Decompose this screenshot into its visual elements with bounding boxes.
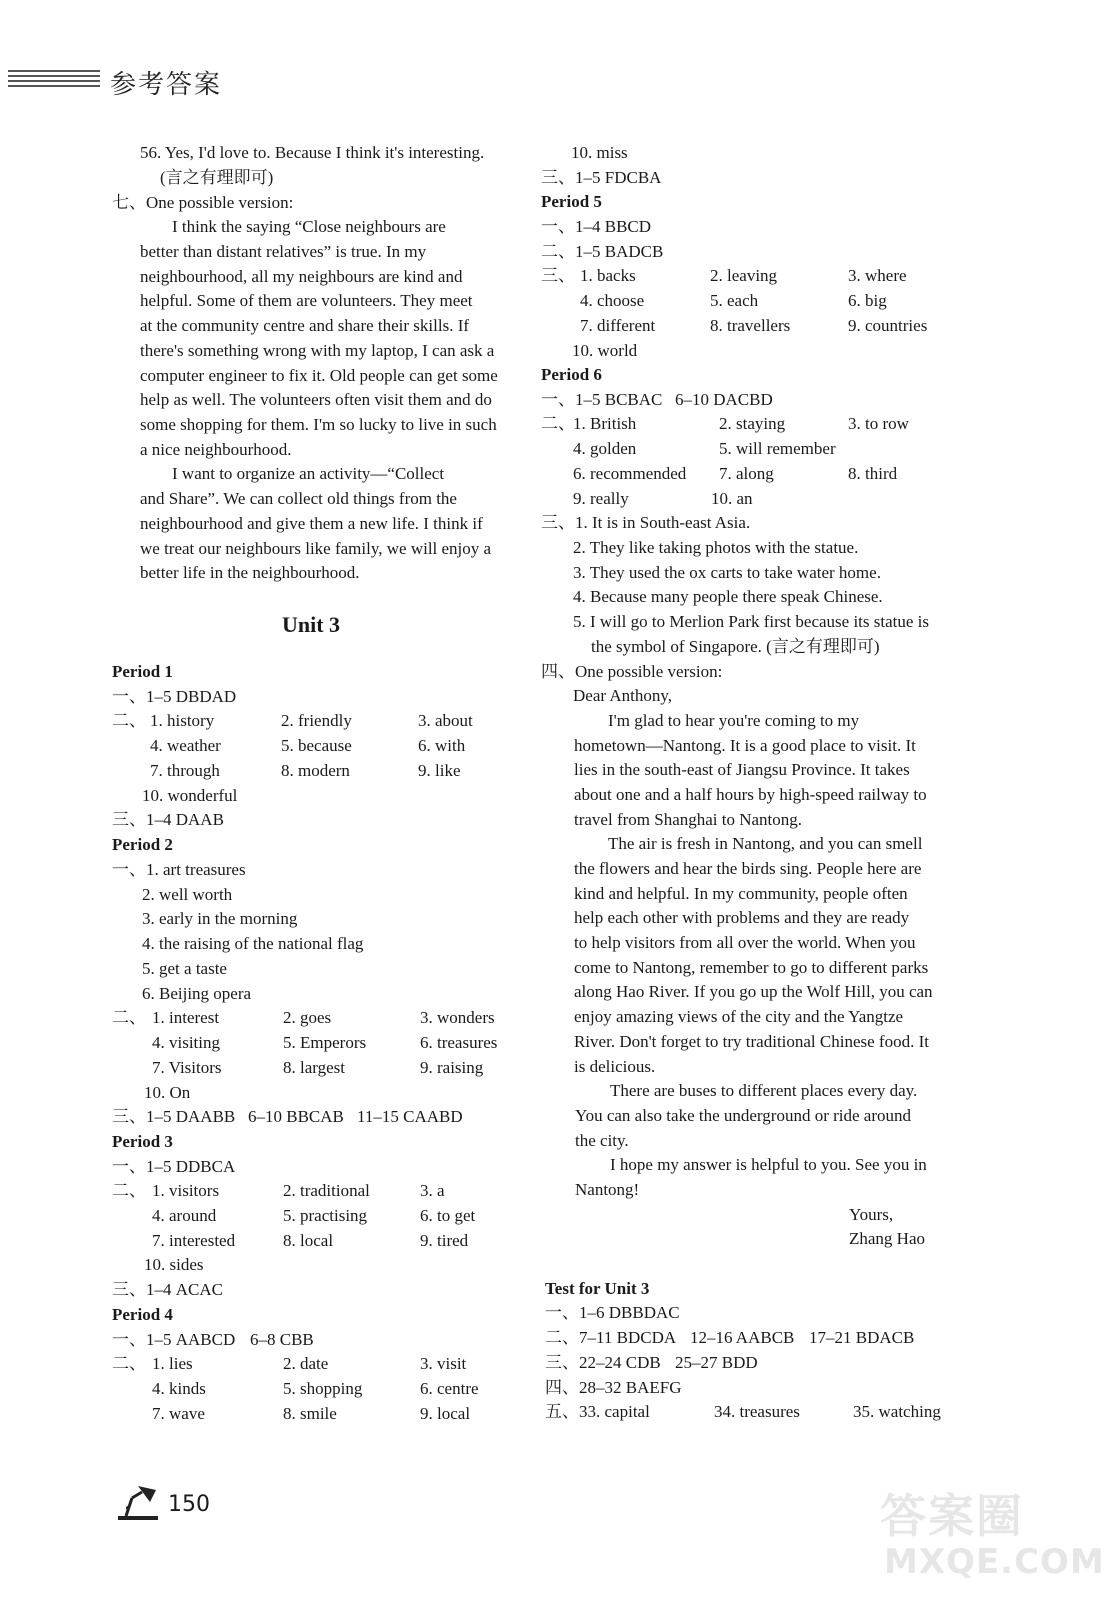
answer-item: 7. Visitors — [152, 1058, 222, 1077]
answer-item: 1. visitors — [152, 1181, 220, 1200]
text-line: a nice neighbourhood. — [140, 440, 292, 459]
text-line: I want to organize an activity—“Collect — [172, 464, 445, 483]
answer-line: 4. Because many people there speak Chinese. — [573, 587, 883, 606]
letter-line: I'm glad to hear you're coming to my — [608, 711, 860, 730]
answer-item: 8. third — [848, 464, 898, 483]
period-title: Period 6 — [541, 365, 602, 384]
page-header-title: 参考答案 — [110, 70, 223, 100]
answer-item: 9. like — [418, 761, 461, 780]
letter-line: There are buses to different places every day. — [610, 1081, 918, 1100]
answer-item: 10. an — [711, 489, 753, 508]
answer-line: 2. well worth — [142, 885, 233, 904]
answer-item: 2. friendly — [281, 711, 352, 730]
answer-item: 4. weather — [150, 736, 221, 755]
answer-item: 4. golden — [573, 439, 637, 458]
letter-line: travel from Shanghai to Nantong. — [574, 810, 803, 829]
text-line: neighbourhood, all my neighbours are kind and — [140, 267, 463, 286]
letter-signature: Zhang Hao — [849, 1229, 926, 1248]
lamp-icon — [116, 1484, 160, 1522]
page-number: 150 — [168, 1492, 210, 1517]
answer-line: 五、33. capital — [545, 1402, 650, 1421]
answer-line: 一、1–5 AABCD — [112, 1330, 236, 1349]
answer-line: 四、28–32 BAEFG — [545, 1378, 682, 1397]
answer-item: 2. leaving — [710, 266, 778, 285]
answer-line: 二、1–5 BADCB — [541, 242, 664, 261]
text-line: some shopping for them. I'm so lucky to live in such — [140, 415, 497, 434]
section-label: 三、 — [541, 266, 575, 285]
text-line: we treat our neighbours like family, we will enjoy a — [140, 539, 492, 558]
answer-line: 6–10 DACBD — [675, 390, 773, 409]
section-label: 二、 — [112, 711, 146, 730]
answer-item: 3. about — [418, 711, 473, 730]
answer-line: 二、7–11 BDCDA — [545, 1328, 677, 1347]
answer-line: 四、One possible version: — [541, 662, 723, 681]
section-label: 二、 — [112, 1354, 146, 1373]
answer-line: 一、1–5 BCBAC — [541, 390, 663, 409]
answer-item: 6. with — [418, 736, 466, 755]
answer-item: 9. countries — [848, 316, 928, 335]
letter-line: lies in the south-east of Jiangsu Province. It takes — [574, 760, 910, 779]
letter-line: along Hao River. If you go up the Wolf Hill, you can — [574, 982, 933, 1001]
answer-item: 10. world — [572, 341, 638, 360]
answer-item: 10. wonderful — [142, 786, 238, 805]
answer-item: 5. will remember — [719, 439, 836, 458]
answer-item: 4. kinds — [152, 1379, 206, 1398]
test-title: Test for Unit 3 — [545, 1279, 650, 1298]
answer-item: 8. largest — [283, 1058, 346, 1077]
answer-line: 6. Beijing opera — [142, 984, 252, 1003]
text-line: 七、One possible version: — [112, 193, 294, 212]
letter-line: enjoy amazing views of the city and the Yangtze — [574, 1007, 904, 1026]
answer-item: 2. goes — [283, 1008, 332, 1027]
answer-line: 4. the raising of the national flag — [142, 934, 364, 953]
answer-line: 6–10 BBCAB — [248, 1107, 344, 1126]
answer-item: 5. each — [710, 291, 759, 310]
answer-line: 25–27 BDD — [675, 1353, 758, 1372]
answer-item: 6. centre — [420, 1379, 479, 1398]
answer-item: 5. shopping — [283, 1379, 363, 1398]
text-line: better life in the neighbourhood. — [140, 563, 360, 582]
answer-line: 一、1–4 BBCD — [541, 217, 652, 236]
text-line: (言之有理即可) — [160, 168, 274, 187]
answer-item: 4. visiting — [152, 1033, 221, 1052]
period-title: Period 5 — [541, 192, 602, 211]
answer-line: 三、1–5 DAABB — [112, 1107, 236, 1126]
answer-line: 3. early in the morning — [142, 909, 298, 928]
answer-item: 4. around — [152, 1206, 217, 1225]
letter-line: Dear Anthony, — [573, 686, 672, 705]
answer-line: 三、22–24 CDB — [545, 1353, 661, 1372]
text-line: helpful. Some of them are volunteers. They meet — [140, 291, 473, 310]
answer-line: 一、1. art treasures — [112, 860, 246, 879]
answer-item: 1. British — [573, 414, 637, 433]
letter-line: come to Nantong, remember to go to different parks — [574, 958, 929, 977]
text-line: neighbourhood and give them a new life. I think if — [140, 514, 483, 533]
text-line: computer engineer to fix it. Old people can get some — [140, 366, 498, 385]
answer-item: 2. date — [283, 1354, 329, 1373]
text-line: help as well. The volunteers often visit them and do — [140, 390, 492, 409]
answer-item: 3. a — [420, 1181, 445, 1200]
watermark-logo — [880, 1480, 1105, 1592]
text-line: there's something wrong with my laptop, I can ask a — [140, 341, 495, 360]
letter-line: to help visitors from all over the world. When you — [574, 933, 916, 952]
text-line: I think the saying “Close neighbours are — [172, 217, 446, 236]
answer-item: 3. to row — [848, 414, 909, 433]
letter-line: kind and helpful. In my community, people often — [574, 884, 908, 903]
letter-line: about one and a half hours by high-speed railway to — [574, 785, 927, 804]
unit-heading: Unit 3 — [282, 612, 341, 637]
answer-item: 2. traditional — [283, 1181, 370, 1200]
answer-item: 8. travellers — [710, 316, 791, 335]
letter-line: hometown—Nantong. It is a good place to visit. It — [574, 736, 916, 755]
letter-line: The air is fresh in Nantong, and you can smell — [608, 834, 923, 853]
text-line: and Share”. We can collect old things from the — [140, 489, 457, 508]
answer-item: 1. history — [150, 711, 215, 730]
answer-item: 7. interested — [152, 1231, 236, 1250]
answer-item: 9. tired — [420, 1231, 469, 1250]
answer-line: 三、1. It is in South-east Asia. — [541, 513, 751, 532]
answer-line: 三、1–4 DAAB — [112, 810, 224, 829]
answer-item: 1. backs — [580, 266, 636, 285]
section-label: 二、 — [541, 414, 575, 433]
answer-item: 1. interest — [152, 1008, 220, 1027]
answer-item: 6. treasures — [420, 1033, 498, 1052]
answer-line: 35. watching — [853, 1402, 941, 1421]
answer-line: 5. I will go to Merlion Park first because its statue is — [573, 612, 929, 631]
answer-item: 7. through — [150, 761, 220, 780]
answer-line: 一、1–5 DDBCA — [112, 1157, 236, 1176]
period-title: Period 3 — [112, 1132, 173, 1151]
answer-item: 9. local — [420, 1404, 471, 1423]
answer-item: 10. On — [144, 1083, 191, 1102]
letter-line: the city. — [575, 1131, 629, 1150]
answer-line: 三、1–4 ACAC — [112, 1280, 223, 1299]
watermark-url: MXQE.COM — [884, 1542, 1105, 1582]
answer-item: 3. wonders — [420, 1008, 495, 1027]
answer-line: 11–15 CAABD — [357, 1107, 463, 1126]
answer-item: 5. practising — [283, 1206, 368, 1225]
text-line: 56. Yes, I'd love to. Because I think it's interesting. — [140, 143, 485, 162]
period-title: Period 4 — [112, 1305, 173, 1324]
answer-item: 8. smile — [283, 1404, 337, 1423]
answer-item: 1. lies — [152, 1354, 193, 1373]
answer-line: the symbol of Singapore. (言之有理即可) — [591, 637, 880, 656]
period-title: Period 1 — [112, 662, 173, 681]
answer-line: 3. They used the ox carts to take water home. — [573, 563, 881, 582]
letter-line: I hope my answer is helpful to you. See you in — [610, 1155, 927, 1174]
answer-item: 3. visit — [420, 1354, 467, 1373]
answer-item: 6. big — [848, 291, 887, 310]
letter-line: the flowers and hear the birds sing. People here are — [574, 859, 922, 878]
answer-item: 5. Emperors — [283, 1033, 367, 1052]
answer-item: 7. wave — [152, 1404, 205, 1423]
answer-item: 9. raising — [420, 1058, 484, 1077]
header-decoration — [8, 70, 100, 90]
answer-line: 12–16 AABCB — [690, 1328, 795, 1347]
answer-line: 5. get a taste — [142, 959, 227, 978]
answer-item: 3. where — [848, 266, 907, 285]
answer-line: 一、1–6 DBBDAC — [545, 1303, 680, 1322]
letter-line: Nantong! — [575, 1180, 640, 1199]
text-line: at the community centre and share their skills. If — [140, 316, 470, 335]
period-title: Period 2 — [112, 835, 173, 854]
answer-line: 34. treasures — [714, 1402, 800, 1421]
answer-item: 10. miss — [571, 143, 628, 162]
answer-item: 7. along — [719, 464, 774, 483]
letter-line: River. Don't forget to try traditional Chinese food. It — [574, 1032, 929, 1051]
text-line: better than distant relatives” is true. In my — [140, 242, 427, 261]
answer-item: 10. sides — [144, 1255, 204, 1274]
answer-item: 9. really — [573, 489, 629, 508]
answer-item: 2. staying — [719, 414, 786, 433]
letter-line: is delicious. — [574, 1057, 656, 1076]
answer-item: 5. because — [281, 736, 352, 755]
section-label: 二、 — [112, 1008, 146, 1027]
answer-line: 一、1–5 DBDAD — [112, 687, 237, 706]
watermark-text: 答案圈 — [880, 1489, 1024, 1543]
answer-item: 8. local — [283, 1231, 334, 1250]
answer-item: 8. modern — [281, 761, 350, 780]
section-label: 二、 — [112, 1181, 146, 1200]
answer-item: 6. to get — [420, 1206, 476, 1225]
answer-line: 6–8 CBB — [250, 1330, 314, 1349]
letter-closing: Yours, — [849, 1205, 894, 1224]
answer-item: 7. different — [580, 316, 656, 335]
answer-item: 4. choose — [580, 291, 645, 310]
answer-item: 6. recommended — [573, 464, 687, 483]
answer-line: 17–21 BDACB — [809, 1328, 915, 1347]
letter-line: help each other with problems and they are ready — [574, 908, 910, 927]
answer-line: 2. They like taking photos with the statue. — [573, 538, 859, 557]
answer-line: 三、1–5 FDCBA — [541, 168, 662, 187]
letter-line: You can also take the underground or ride around — [575, 1106, 911, 1125]
